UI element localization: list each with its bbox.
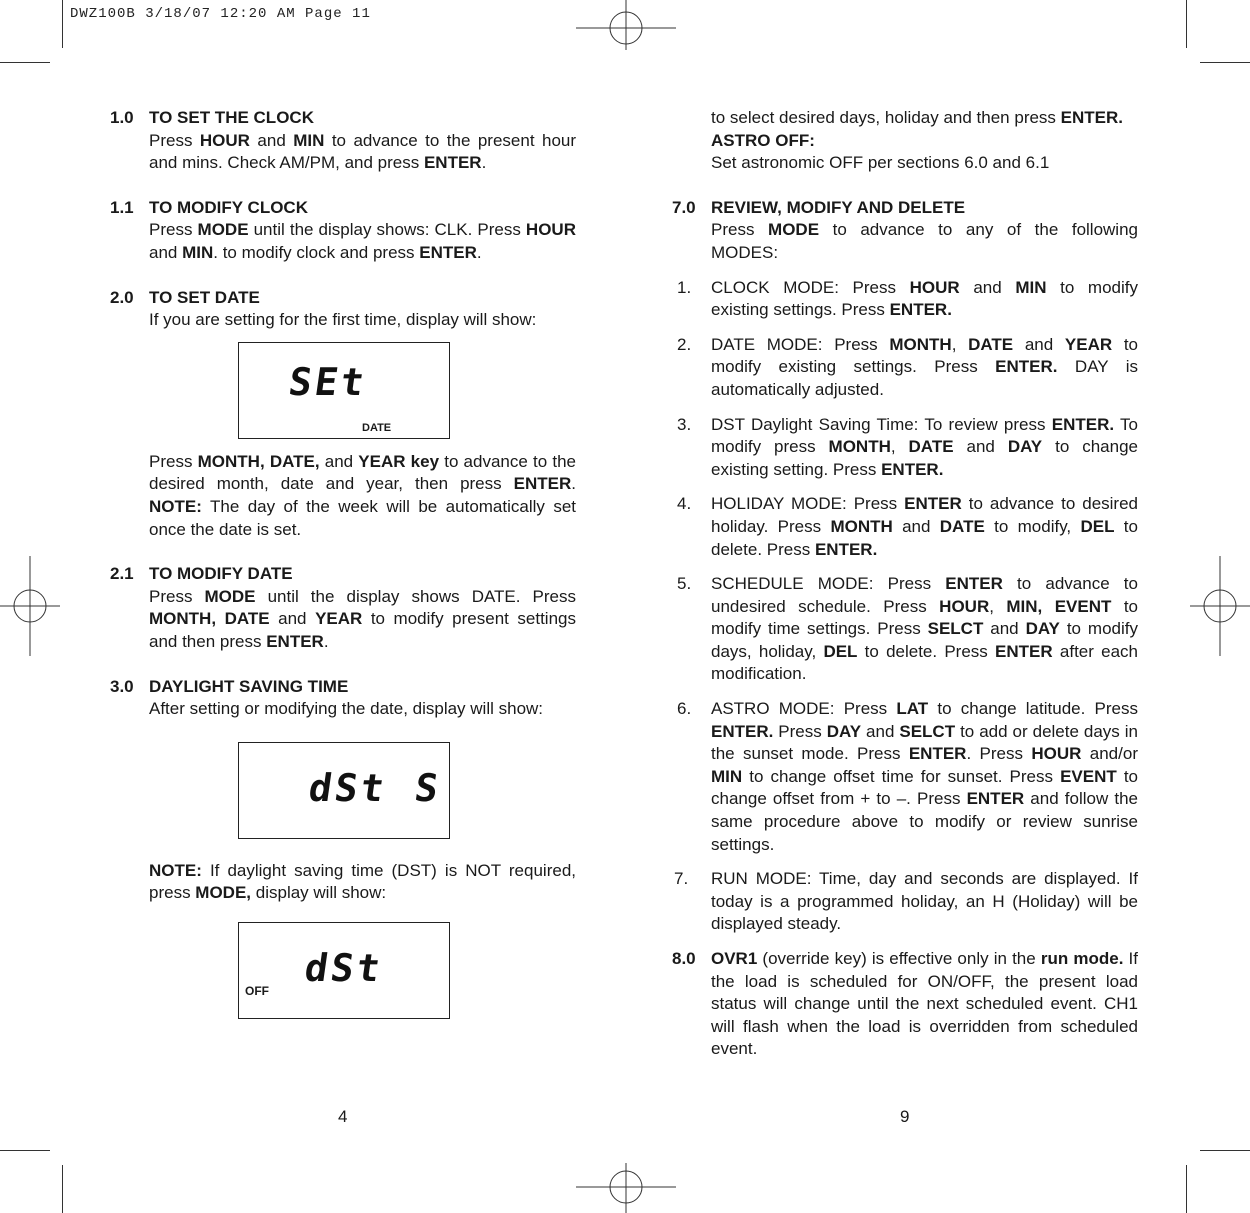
registration-mark-right <box>1190 556 1250 656</box>
registration-mark-top <box>576 0 676 50</box>
section-2-0: 2.0 TO SET DATE If you are setting for the first time, display will show: SEt DATE Press MONTH, DATE, and YEAR key to advance to the desired month, date and year, then press ENTER. NOTE: The day of the week will be automatically set once the date is set. <box>110 287 576 542</box>
list-item-astro-mode: 6. ASTRO MODE: Press LAT to change latitude. Press ENTER. Press DAY and SELCT to add or delete days in the sunset mode. Press ENTER. Press HOUR and/or MIN to change offset time for sunset. Press EVENT to change offset from + to –. Press ENTER and follow the same procedure above to modify or review sunrise settings. <box>677 699 1138 854</box>
right-column <box>672 107 1138 1061</box>
list-item-schedule-mode: 5. SCHEDULE MODE: Press ENTER to advance to undesired schedule. Press HOUR, MIN, EVENT to modify time settings. Press SELCT and DAY to modify days, holiday, DEL to delete. Press ENTER after each modification. <box>677 574 1138 684</box>
section-1-0: 1.0 TO SET THE CLOCK Press HOUR and MIN to advance to the present hour and mins. Check AM/PM, and press ENTER. <box>110 107 576 175</box>
list-item-holiday-mode: 4. HOLIDAY MODE: Press ENTER to advance to desired holiday. Press MONTH and DATE to modify, DEL to delete. Press ENTER. <box>677 494 1138 559</box>
list-item-run-mode: 7. RUN MODE: Time, day and seconds are displayed. If today is a programmed holiday, an H (Holiday) will be displayed steady. <box>674 869 1138 934</box>
section-text: Press MODE to advance to any of the following MODES: <box>711 220 1138 262</box>
print-slug: DWZ100B 3/18/07 12:20 AM Page 11 <box>70 6 371 22</box>
lcd-display-dst <box>238 742 450 839</box>
left-column <box>110 107 576 1019</box>
section-title: TO SET THE CLOCK <box>149 108 314 127</box>
lcd-digits: dSt <box>305 765 390 810</box>
section-title: DAYLIGHT SAVING TIME <box>149 676 349 696</box>
section-1-1: 1.1 TO MODIFY CLOCK Press MODE until the display shows: CLK. Press HOUR and MIN. to modify clock and press ENTER. <box>110 197 576 265</box>
page-number-right: 9 <box>900 1107 910 1126</box>
list-item-dst: 3. DST Daylight Saving Time: To review press ENTER. To modify press MONTH, DATE and DAY to change existing setting. Press ENTER. <box>677 414 1138 479</box>
section-continuation <box>672 107 1138 175</box>
lcd-display-set-date <box>238 342 450 439</box>
section-text: Press MODE until the display shows: CLK. Press HOUR and MIN. to modify clock and press ENTER. <box>149 220 576 262</box>
section-title: REVIEW, MODIFY AND DELETE <box>711 197 966 217</box>
section-text: Set astronomic OFF per sections 6.0 and 6.1 <box>711 153 1050 173</box>
astro-off-label: ASTRO OFF: <box>711 130 815 150</box>
note-text: NOTE: If daylight saving time (DST) is NOT required, press MODE, display will show: <box>149 860 576 903</box>
section-text: If you are setting for the first time, display will show: <box>149 310 537 330</box>
section-title: TO MODIFY CLOCK <box>149 197 308 217</box>
section-3-0: 3.0 DAYLIGHT SAVING TIME After setting or modifying the date, display will show: dSt S NOTE: If daylight saving time (DST) is NOT required, press MODE, display will show: OFF dSt <box>110 676 576 1019</box>
lcd-display-dst-off <box>238 922 450 1019</box>
lcd-date-indicator: DATE <box>362 421 392 434</box>
lcd-off-indicator: OFF <box>245 983 269 998</box>
registration-mark-bottom <box>576 1163 676 1213</box>
section-8-0: 8.0 OVR1 (override key) is effective only in the run mode. If the load is scheduled for ON/OFF, the present load status will change until the next scheduled event. CH1 will flash when the load is overridden from scheduled event. <box>672 949 1138 1059</box>
section-text: Press MODE until the display shows DATE. Press MONTH, DATE and YEAR to modify present settings and then press ENTER. <box>149 586 576 651</box>
section-7-0: 7.0 REVIEW, MODIFY AND DELETE Press MODE to advance to any of the following MODES: <box>672 197 1138 265</box>
section-text: Press HOUR and MIN to advance to the present hour and mins. Check AM/PM, and press ENTER. <box>149 130 577 173</box>
section-2-1: 2.1 TO MODIFY DATE Press MODE until the display shows DATE. Press MONTH, DATE and YEAR to modify present settings and then press ENTER. <box>110 563 576 653</box>
list-item-date-mode: 2. DATE MODE: Press MONTH, DATE and YEAR to modify existing settings. Press ENTER. DAY is automatically adjusted. <box>677 334 1138 399</box>
page-number-left: 4 <box>338 1107 348 1126</box>
registration-mark-left <box>0 556 60 656</box>
lcd-digits: SEt <box>285 359 370 404</box>
section-text: to select desired days, holiday and then press ENTER. <box>711 108 1123 127</box>
list-item-clock-mode: 1. CLOCK MODE: Press HOUR and MIN to modify existing settings. Press ENTER. <box>677 277 1139 320</box>
lcd-seconds-digit: S <box>411 765 445 810</box>
section-text: Press MONTH, DATE, and YEAR key to advance to the desired month, date and year, then press ENTER. NOTE: The day of the week will be automatically set once the date is set. <box>149 451 576 539</box>
section-title: TO SET DATE <box>149 287 260 307</box>
lcd-digits: dSt <box>301 945 386 990</box>
section-title: TO MODIFY DATE <box>149 564 293 584</box>
section-text: After setting or modifying the date, display will show: <box>149 699 544 719</box>
